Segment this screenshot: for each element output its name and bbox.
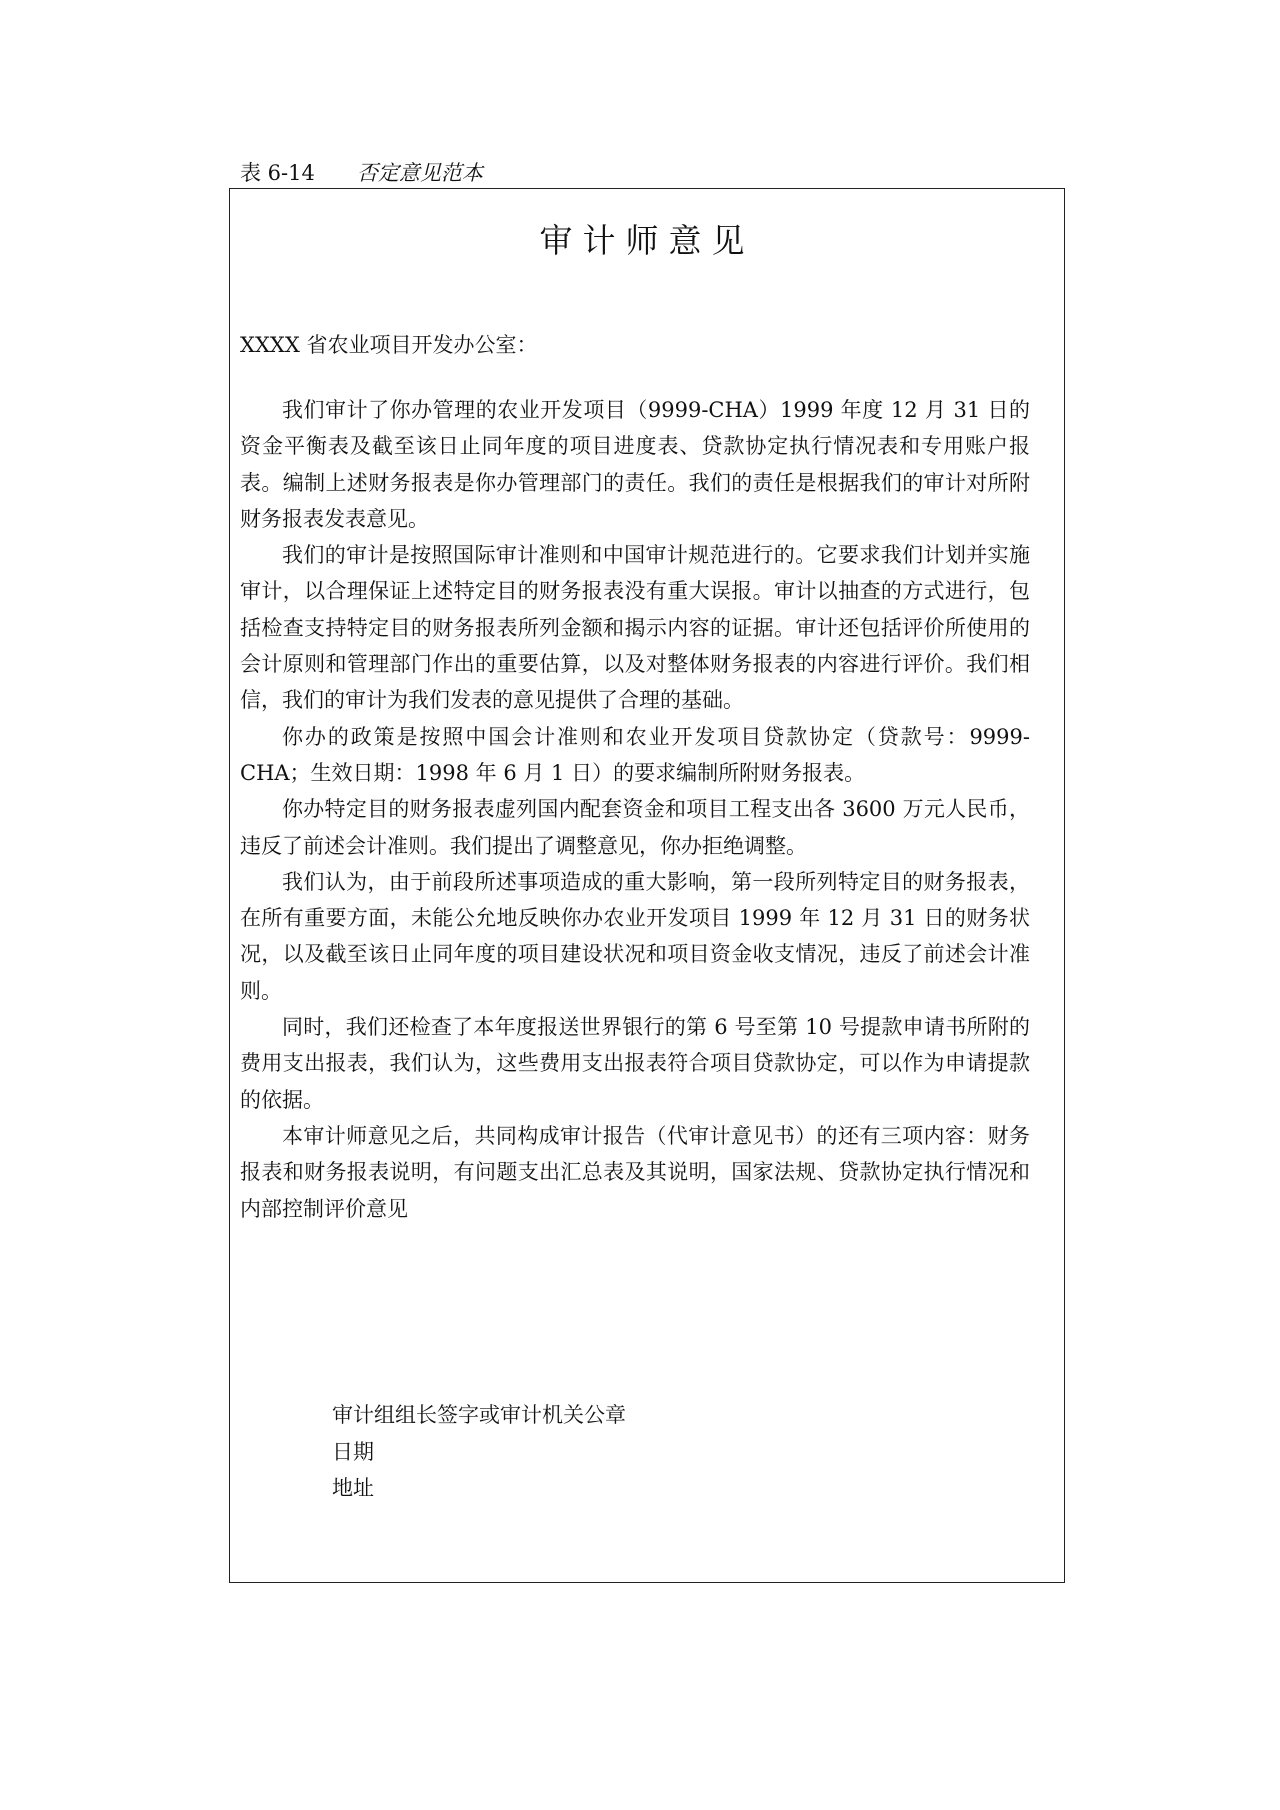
address-line: 地址 [332, 1476, 374, 1500]
paragraph-misstatement: 你办特定目的财务报表虚列国内配套资金和项目工程支出各 3600 万元人民币，违反了前述会计准则。我们提出了调整意见，你办拒绝调整。 [240, 797, 1030, 858]
paragraph-audit-basis: 我们的审计是按照国际审计准则和中国审计规范进行的。它要求我们计划并实施审计，以合理保证上述特定目的财务报表没有重大误报。审计以抽查的方式进行，包括检查支持特定目的财务报表所列金额和揭示内容的证据。审计还包括评价所使用的会计原则和管理部门作出的重要估算，以及对整体财务报表的内容进行评价。我们相信，我们的审计为我们发表的意见提供了合理的基础。 [240, 543, 1030, 713]
document-title: 审计师意见 [539, 221, 755, 260]
caption-number: 表 6-14 [240, 161, 315, 185]
date-line: 日期 [332, 1439, 374, 1464]
paragraph-scope: 我们审计了你办管理的农业开发项目（9999-CHA）1999 年度 12 月 31 日的资金平衡表及截至该日止同年度的项目进度表、贷款协定执行情况表和专用账户报表。编制上述财务报表是你办管理部门的责任。我们的责任是根据我们的审计对所附财务报表发表意见。 [240, 398, 1030, 531]
opinion-body [240, 392, 1030, 1227]
paragraph-report-contents: 本审计师意见之后，共同构成审计报告（代审计意见书）的还有三项内容：财务报表和财务报表说明，有问题支出汇总表及其说明，国家法规、贷款协定执行情况和内部控制评价意见 [240, 1123, 1030, 1221]
paragraph-withdrawal: 同时，我们还检查了本年度报送世界银行的第 6 号至第 10 号提款申请书所附的费用支出报表，我们认为，这些费用支出报表符合项目贷款协定，可以作为申请提款的依据。 [240, 1015, 1030, 1112]
paragraph-adverse-opinion: 我们认为，由于前段所述事项造成的重大影响，第一段所列特定目的财务报表，在所有重要方面，未能公允地反映你办农业开发项目 1999 年 12 月 31 日的财务状况，以及截至该日止同年度的项目建设状况和项目资金收支情况，违反了前述会计准则。 [240, 869, 1030, 1003]
signer-line: 审计组组长签字或审计机关公章 [332, 1403, 626, 1427]
opinion-frame [229, 188, 1065, 1583]
caption-title: 否定意见范本 [356, 161, 483, 185]
table-caption [240, 160, 483, 186]
salutation: XXXX 省农业项目开发办公室： [240, 333, 538, 357]
signature-block [332, 1397, 626, 1507]
paragraph-policy: 你办的政策是按照中国会计准则和农业开发项目贷款协定（贷款号：9999-CHA；生效日期：1998 年 6 月 1 日）的要求编制所附财务报表。 [240, 724, 1030, 785]
